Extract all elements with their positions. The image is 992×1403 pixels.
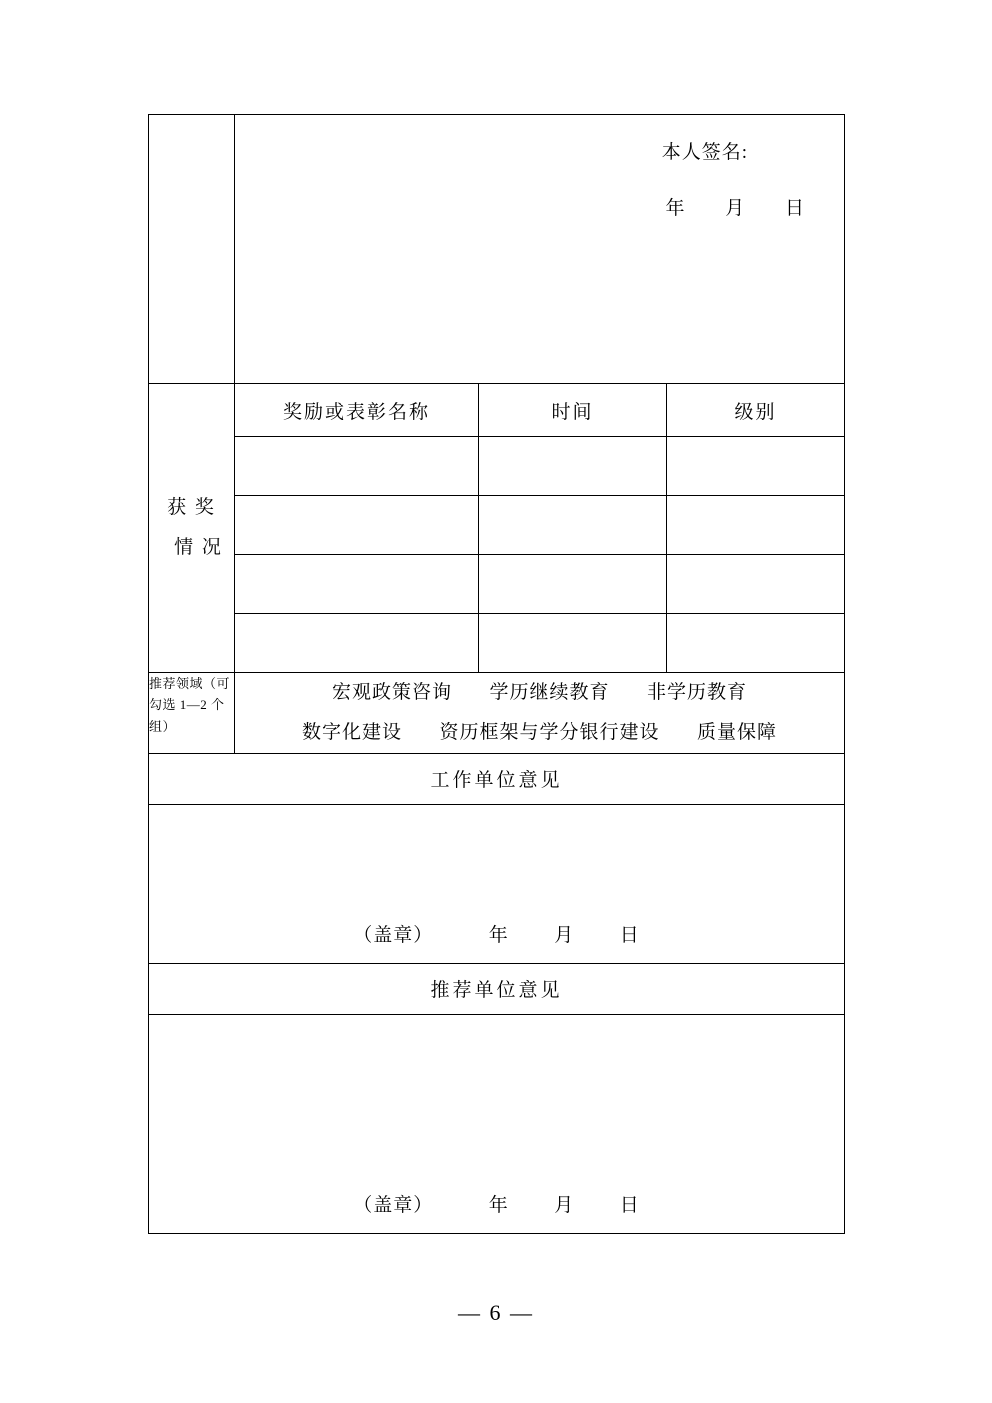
option-degree-continuing-education[interactable]: 学历继续教育 <box>489 682 610 703</box>
awards-col-time-header: 时间 <box>479 384 667 437</box>
table-row <box>149 496 845 555</box>
recommend-unit-opinion-row <box>149 1014 845 1233</box>
awards-col-level-header: 级别 <box>667 384 845 437</box>
work-unit-month-label: 月 <box>554 924 575 946</box>
recommend-unit-day-label: 日 <box>619 1194 640 1216</box>
option-qualification-framework-credit-bank[interactable]: 资历框架与学分银行建设 <box>439 721 660 743</box>
recommend-field-line-2 <box>235 713 844 753</box>
signature-month-label: 月 <box>725 198 745 219</box>
work-unit-year-label: 年 <box>488 924 509 946</box>
application-form-table <box>148 114 845 1234</box>
awards-col-name-header: 奖励或表彰名称 <box>235 384 479 437</box>
signature-label-cell <box>149 115 235 384</box>
option-digital-construction[interactable]: 数字化建设 <box>301 721 402 743</box>
option-non-degree-education[interactable]: 非学历教育 <box>647 682 748 703</box>
signature-date-line <box>665 193 804 220</box>
award-level-cell[interactable] <box>667 496 845 555</box>
page-number: — 6 — <box>458 1300 534 1325</box>
recommend-field-row <box>149 673 845 754</box>
table-row <box>149 437 845 496</box>
recommend-unit-month-label: 月 <box>554 1194 575 1216</box>
award-name-cell[interactable] <box>235 496 479 555</box>
recommend-field-label: 推荐领域（可勾选 1—2 个组） <box>149 673 235 754</box>
award-name-cell[interactable] <box>235 555 479 614</box>
signature-year-label: 年 <box>665 198 685 219</box>
recommend-field-line-1 <box>235 673 844 713</box>
awards-header-row <box>149 384 845 437</box>
work-unit-opinion-title-row <box>149 753 845 804</box>
recommend-field-options <box>235 673 845 754</box>
award-level-cell[interactable] <box>667 614 845 673</box>
recommend-unit-year-label: 年 <box>488 1194 509 1216</box>
signature-row <box>149 115 845 384</box>
table-row <box>149 614 845 673</box>
award-time-cell[interactable] <box>479 496 667 555</box>
award-time-cell[interactable] <box>479 437 667 496</box>
awards-label-line2: 情 况 <box>174 537 223 558</box>
award-level-cell[interactable] <box>667 437 845 496</box>
signature-day-label: 日 <box>785 198 805 219</box>
award-level-cell[interactable] <box>667 555 845 614</box>
table-row <box>149 555 845 614</box>
option-macro-policy-consulting[interactable]: 宏观政策咨询 <box>331 682 452 703</box>
work-unit-opinion-title: 工作单位意见 <box>149 753 845 804</box>
recommend-unit-stamp-label: （盖章） <box>353 1194 434 1216</box>
recommend-unit-opinion-title-row <box>149 963 845 1014</box>
awards-section-label <box>149 384 235 673</box>
work-unit-opinion-area[interactable] <box>149 804 845 963</box>
work-unit-opinion-row <box>149 804 845 963</box>
award-name-cell[interactable] <box>235 437 479 496</box>
awards-label-line1: 获 奖 <box>167 497 216 519</box>
option-quality-assurance[interactable]: 质量保障 <box>697 721 778 743</box>
recommend-unit-opinion-title: 推荐单位意见 <box>149 963 845 1014</box>
recommend-unit-opinion-area[interactable] <box>149 1014 845 1233</box>
award-time-cell[interactable] <box>479 555 667 614</box>
work-unit-stamp-label: （盖章） <box>353 924 434 946</box>
self-signature-label: 本人签名: <box>661 142 749 163</box>
signature-area[interactable] <box>235 115 845 384</box>
work-unit-day-label: 日 <box>619 924 640 946</box>
award-name-cell[interactable] <box>235 614 479 673</box>
work-unit-stamp-line <box>149 920 844 947</box>
award-time-cell[interactable] <box>479 614 667 673</box>
recommend-unit-stamp-line <box>149 1190 844 1217</box>
